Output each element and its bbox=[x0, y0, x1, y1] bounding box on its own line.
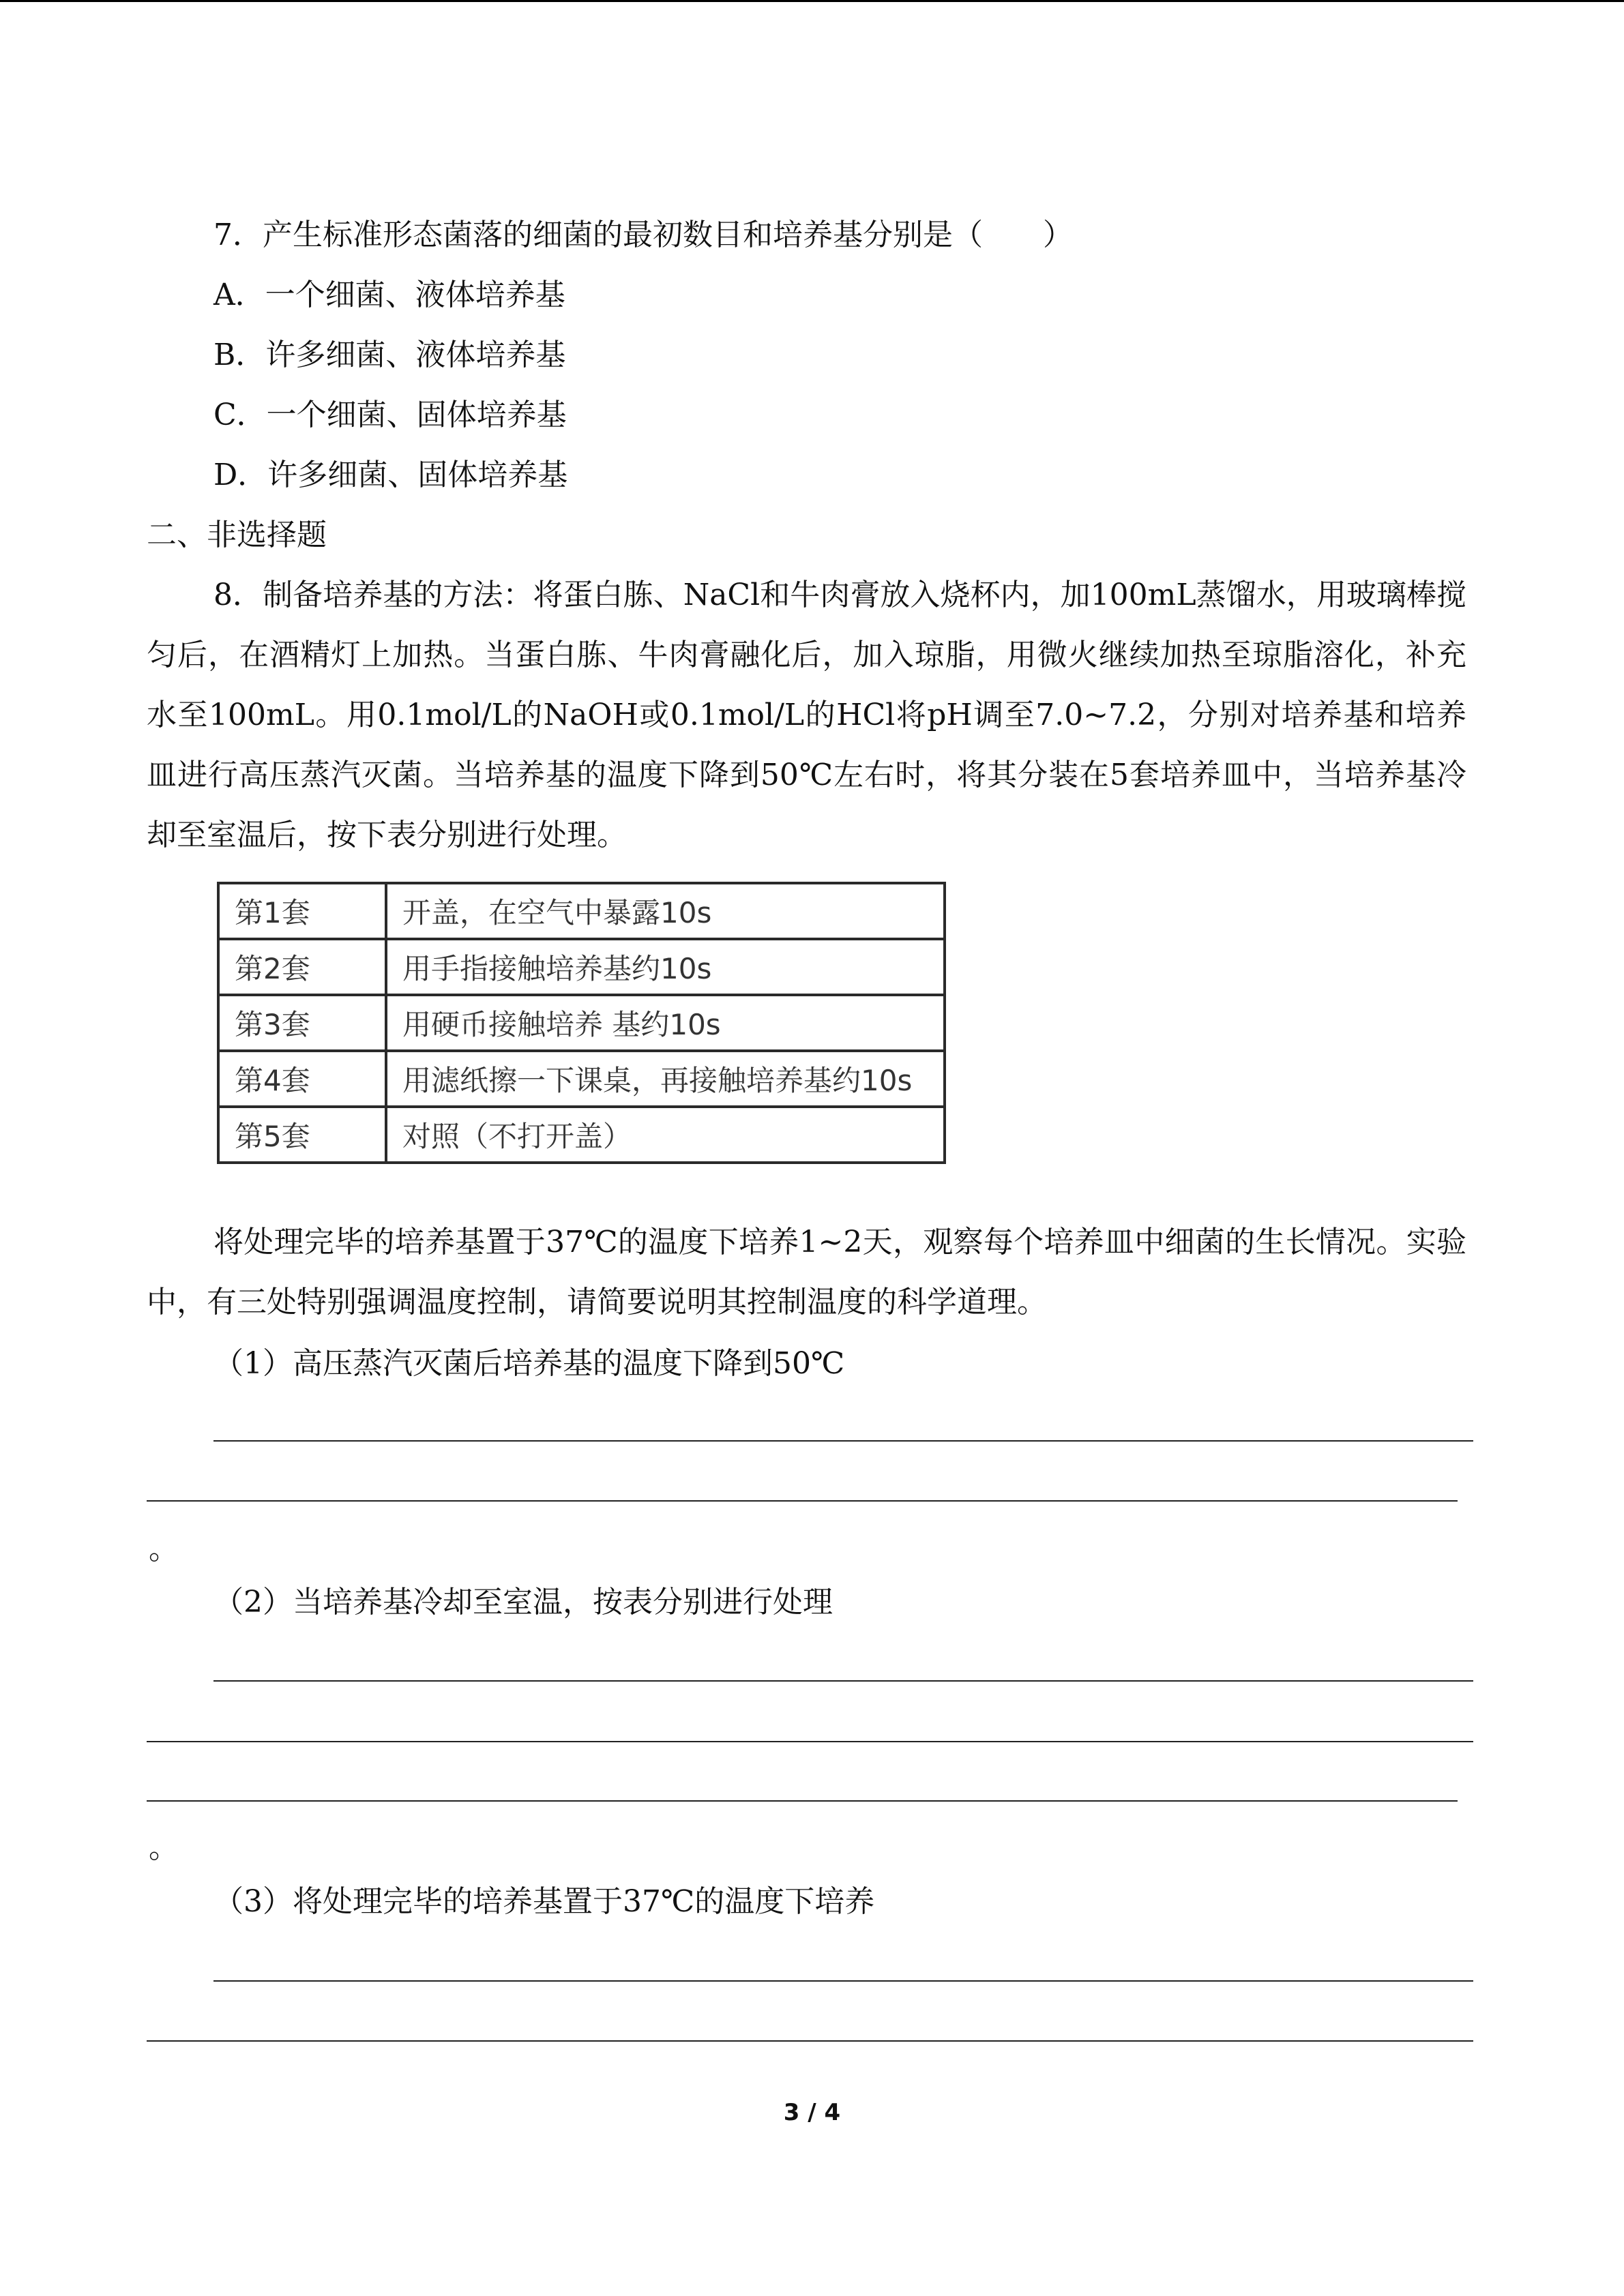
set-treatment: 开盖，在空气中暴露10s bbox=[387, 882, 946, 940]
set-label: 第2套 bbox=[217, 940, 387, 996]
q7-stem: 7．产生标准形态菌落的细菌的最初数目和培养基分别是（ ） bbox=[213, 218, 1073, 252]
set-label: 第1套 bbox=[217, 882, 387, 940]
q7-option-a: A．一个细菌、液体培养基 bbox=[213, 278, 565, 312]
treatment-table bbox=[217, 882, 946, 1164]
q8-intro: 8．制备培养基的方法：将蛋白胨、NaCl和牛肉膏放入烧杯内，加100mL蒸馏水，用玻璃棒搅匀后，在酒精灯上加热。当蛋白胨、牛肉膏融化后，加入琼脂，用微火继续加热至琼脂溶化，补充水至100mL。用0.1mol/L的NaOH或0.1mol/L的HCl将pH调至7.0~7.2，分别对培养基和培养皿进行高压蒸汽灭菌。当培养基的温度下降到50℃左右时，将其分装在5套培养皿中，当培养基冷却至室温后，按下表分别进行处理。 bbox=[147, 578, 1466, 852]
table-row bbox=[217, 882, 946, 940]
period-mark: 。 bbox=[149, 1532, 179, 1566]
top-border bbox=[0, 0, 1624, 2]
set-treatment: 用滤纸擦一下课桌，再接触培养基约10s bbox=[387, 1052, 946, 1108]
answer-line[interactable] bbox=[147, 2040, 1473, 2042]
q8-after-table: 将处理完毕的培养基置于37℃的温度下培养1~2天，观察每个培养皿中细菌的生长情况。实验中，有三处特别强调温度控制，请简要说明其控制温度的科学道理。 bbox=[147, 1225, 1466, 1320]
page-number: 3 / 4 bbox=[783, 2099, 841, 2126]
q7-option-d: D．许多细菌、固体培养基 bbox=[213, 458, 568, 492]
table-row bbox=[217, 940, 946, 996]
section-heading: 二、非选择题 bbox=[147, 518, 327, 552]
sub-question-3: （3）将处理完毕的培养基置于37℃的温度下培养 bbox=[213, 1884, 875, 1919]
set-label: 第5套 bbox=[217, 1108, 387, 1164]
set-treatment: 用手指接触培养基约10s bbox=[387, 940, 946, 996]
set-treatment: 对照（不打开盖） bbox=[387, 1108, 946, 1164]
answer-line[interactable] bbox=[147, 1741, 1473, 1742]
sub-question-2: （2）当培养基冷却至室温，按表分别进行处理 bbox=[213, 1585, 833, 1620]
q7-option-b: B．许多细菌、液体培养基 bbox=[213, 338, 566, 372]
answer-line[interactable] bbox=[213, 1680, 1473, 1682]
answer-line[interactable] bbox=[213, 1440, 1473, 1442]
q7-option-c: C．一个细菌、固体培养基 bbox=[213, 398, 567, 432]
sub-question-1: （1）高压蒸汽灭菌后培养基的温度下降到50℃ bbox=[213, 1346, 845, 1381]
set-label: 第3套 bbox=[217, 996, 387, 1052]
answer-line[interactable] bbox=[147, 1800, 1458, 1802]
answer-line[interactable] bbox=[147, 1500, 1458, 1502]
set-treatment: 用硬币接触培养 基约10s bbox=[387, 996, 946, 1052]
table-row bbox=[217, 996, 946, 1052]
table-row bbox=[217, 1052, 946, 1108]
answer-line[interactable] bbox=[213, 1980, 1473, 1982]
period-mark: 。 bbox=[149, 1830, 179, 1865]
set-label: 第4套 bbox=[217, 1052, 387, 1108]
table-row bbox=[217, 1108, 946, 1164]
